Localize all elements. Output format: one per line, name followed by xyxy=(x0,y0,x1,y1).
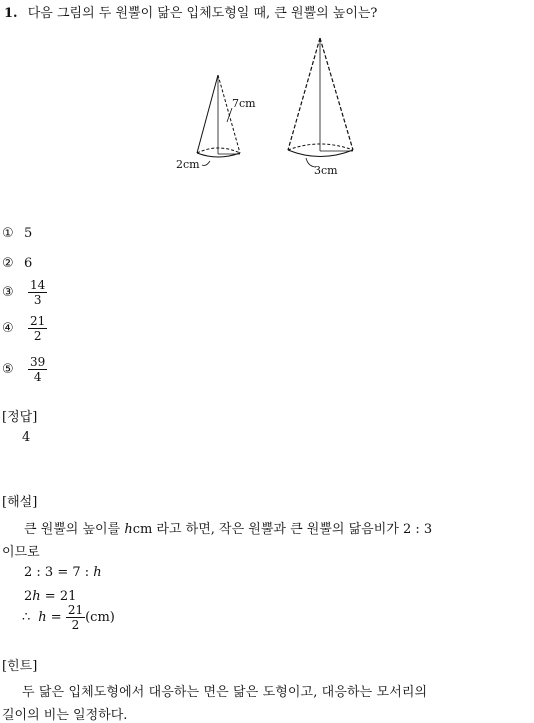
large-radius-label: 3cm xyxy=(314,164,338,177)
fraction-denominator: 2 xyxy=(33,329,42,343)
unit: (cm) xyxy=(85,610,115,625)
option-4[interactable] xyxy=(2,314,47,343)
equation-product xyxy=(24,589,76,604)
large-cone xyxy=(288,38,353,167)
equation-result xyxy=(22,603,115,632)
fraction-numerator: 14 xyxy=(30,278,46,292)
therefore-symbol: ∴ xyxy=(22,610,31,625)
option-2[interactable] xyxy=(2,256,32,271)
equation-ratio xyxy=(24,565,102,580)
fraction-numerator: 21 xyxy=(67,603,84,617)
result-fraction xyxy=(66,603,85,632)
equation-text: 2 : 3 = 7 : xyxy=(24,565,94,580)
text: cm 라고 하면, 작은 원뿔과 큰 원뿔의 닮음비가 2 : 3 xyxy=(132,522,433,537)
equals-sign: = xyxy=(46,610,66,625)
question-number: 1. xyxy=(4,6,18,21)
option-marker: ③ xyxy=(2,285,14,300)
explanation-line-2: 이므로 xyxy=(2,545,40,560)
variable-h: h xyxy=(32,589,41,604)
variable-h: h xyxy=(93,565,102,580)
option-1[interactable] xyxy=(2,226,32,241)
question-text: 다음 그림의 두 원뿔이 닮은 입체도형일 때, 큰 원뿔의 높이는? xyxy=(27,6,378,21)
option-marker: ② xyxy=(2,256,14,271)
hint-line-2: 길이의 비는 일정하다. xyxy=(2,708,128,723)
option-5[interactable] xyxy=(2,355,47,384)
small-slant-label: 7cm xyxy=(232,97,256,110)
fraction-denominator: 4 xyxy=(33,370,42,384)
small-radius-label: 2cm xyxy=(176,158,200,171)
text: 큰 원뿔의 높이를 xyxy=(24,522,125,537)
answer-heading: [정답] xyxy=(2,410,38,425)
hint-line-1: 두 닮은 입체도형에서 대응하는 면은 닮은 도형이고, 대응하는 모서리의 xyxy=(22,685,428,700)
option-marker: ① xyxy=(2,226,14,241)
fraction-denominator: 3 xyxy=(33,293,42,307)
option-fraction xyxy=(28,355,47,384)
equation-text: = 21 xyxy=(40,589,77,604)
answer-value: 4 xyxy=(22,430,31,445)
option-value: 5 xyxy=(24,226,33,241)
option-fraction xyxy=(28,314,47,343)
explanation-line-1 xyxy=(24,518,432,537)
explanation-heading: [해설] xyxy=(2,495,38,510)
hint-heading: [힌트] xyxy=(2,659,38,674)
variable-h: h xyxy=(38,610,47,625)
option-marker: ④ xyxy=(2,321,14,336)
equation-coefficient: 2 xyxy=(24,589,33,604)
variable-h: h xyxy=(124,522,133,537)
fraction-denominator: 2 xyxy=(71,618,80,632)
small-cone xyxy=(197,75,240,166)
question-line xyxy=(4,2,377,21)
option-3[interactable] xyxy=(2,278,47,307)
option-marker: ⑤ xyxy=(2,362,14,377)
fraction-numerator: 39 xyxy=(30,355,46,369)
fraction-numerator: 21 xyxy=(30,314,46,328)
option-value: 6 xyxy=(24,256,33,271)
option-fraction xyxy=(28,278,47,307)
cones-figure xyxy=(170,30,370,180)
